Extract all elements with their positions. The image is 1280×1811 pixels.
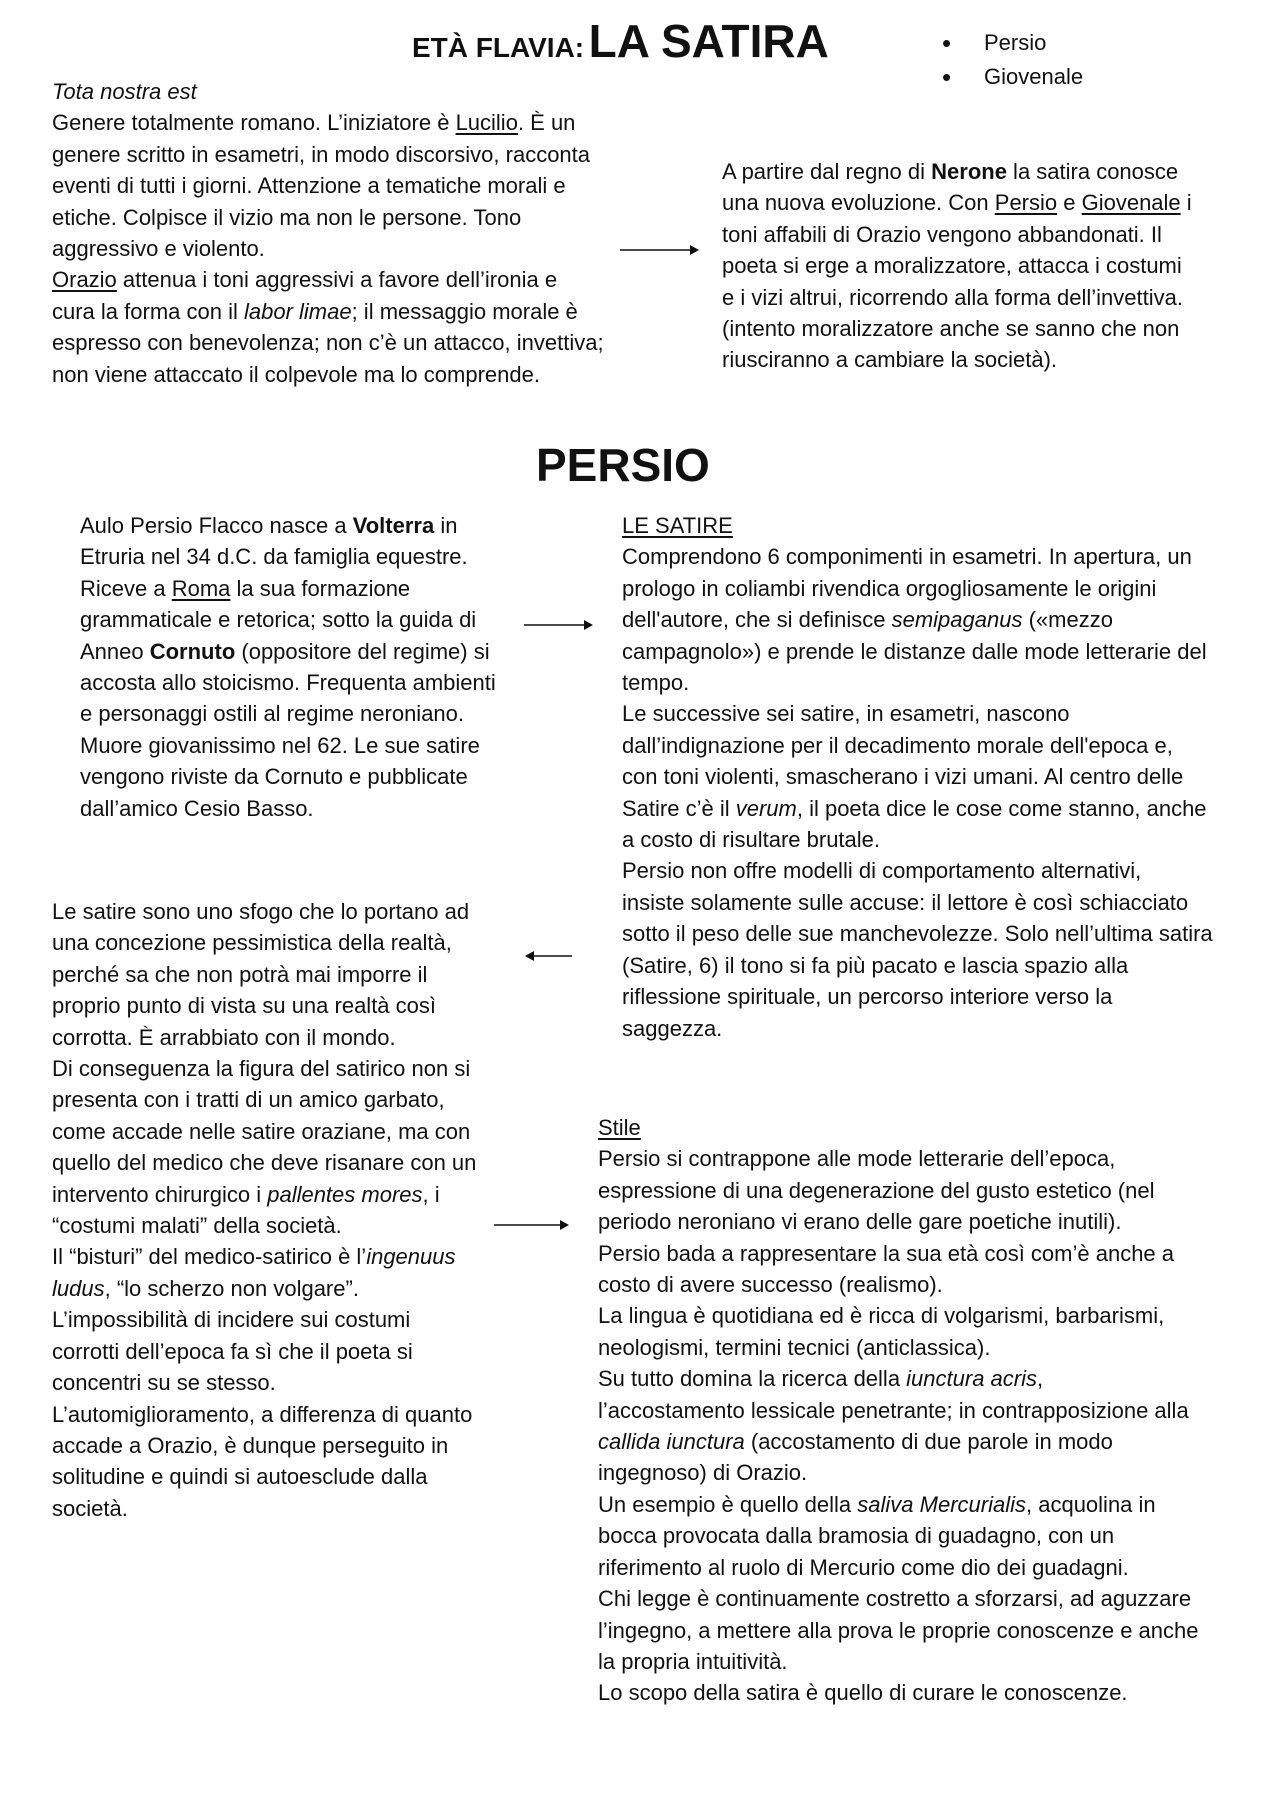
text-line: Orazio attenua i toni aggressivi a favore dell’ironia e (52, 267, 558, 293)
authors-bullet-list (942, 26, 1083, 94)
text-line: dall’amico Cesio Basso. (80, 795, 314, 821)
text-line: dell'autore, che si definisce semipaganus («mezzo (622, 607, 1113, 633)
text-line: Persio si contrappone alle mode letterarie dell’epoca, (598, 1146, 1116, 1172)
text-line: l’accostamento lessicale penetrante; in contrapposizione alla (598, 1397, 1189, 1423)
text-line: Riceve a Roma la sua formazione (80, 575, 411, 601)
text-line: L’automiglioramento, a differenza di quanto (52, 1401, 473, 1427)
text-line: riferimento al ruolo di Mercurio come dio dei guadagni. (598, 1554, 1129, 1580)
text-line: e i vizi altrui, ricorrendo alla forma dell’invettiva. (722, 284, 1183, 310)
text-line: La lingua è quotidiana ed è ricca di volgarismi, barbarismi, (598, 1303, 1165, 1329)
intro-paragraph (52, 76, 604, 390)
text-line: presenta con i tratti di un amico garbato, (52, 1087, 445, 1113)
text-line: concentri su se stesso. (52, 1370, 276, 1396)
text-line: Persio non offre modelli di comportamento alternativi, (622, 858, 1142, 884)
text-line: aggressivo e violento. (52, 236, 265, 262)
text-line: A partire dal regno di Nerone la satira conosce (722, 159, 1179, 184)
text-line: campagnolo») e prende le distanze dalle mode letterarie del (622, 638, 1207, 664)
text-line: (Satire, 6) il tono si fa più pacato e lascia spazio alla (622, 952, 1129, 978)
text-line: sotto il peso delle sue manchevolezze. Solo nell’ultima satira (622, 921, 1213, 947)
text-line: Su tutto domina la ricerca della iunctura acris, (598, 1366, 1044, 1392)
text-line: a costo di risultare brutale. (622, 827, 881, 853)
text-line: perché sa che non potrà mai imporre il (52, 961, 428, 987)
text-line: insiste solamente sulle accuse: il lettore è così schiacciato (622, 889, 1189, 915)
text-line: una concezione pessimistica della realtà, (52, 930, 452, 956)
text-line: Aulo Persio Flacco nasce a Volterra in (80, 513, 458, 538)
text-line: eventi di tutti i giorni. Attenzione a tematiche morali e (52, 173, 566, 199)
text-line: Etruria nel 34 d.C. da famiglia equestre. (80, 544, 468, 570)
text-line: “costumi malati” della società. (52, 1213, 342, 1239)
section-subheading-le-satire: LE SATIRE (622, 513, 733, 538)
text-line: solitudine e quindi si autoesclude dalla (52, 1464, 428, 1490)
text-line: Le successive sei satire, in esametri, nascono (622, 701, 1070, 727)
text-line: accade a Orazio, è dunque perseguito in (52, 1432, 449, 1458)
text-line: vengono riviste da Cornuto e pubblicate (80, 764, 468, 790)
text-line: saggezza. (622, 1015, 723, 1041)
text-line: Muore giovanissimo nel 62. Le sue satire (80, 732, 480, 758)
text-line: ingegnoso) di Orazio. (598, 1460, 808, 1486)
text-line: poeta si erge a moralizzatore, attacca i costumi (722, 253, 1182, 279)
sfogo-paragraph (52, 896, 476, 1524)
le-satire-paragraph (622, 510, 1213, 1044)
text-line: Anneo Cornuto (oppositore del regime) si (80, 638, 490, 664)
intro-subtitle: Tota nostra est (52, 79, 197, 104)
text-line: grammaticale e retorica; sotto la guida di (80, 607, 477, 633)
text-line: Satire c’è il verum, il poeta dice le cose come stanno, anche (622, 795, 1207, 821)
text-line: quello del medico che deve risanare con un (52, 1150, 477, 1176)
text-line: l’ingegno, a mettere alla prova le proprie conoscenze e anche (598, 1617, 1199, 1643)
text-line: callida iunctura (accostamento di due parole in modo (598, 1429, 1113, 1455)
text-line: periodo neroniano vi erano delle gare poetiche inutili). (598, 1209, 1122, 1235)
text-line: corrotti dell’epoca fa sì che il poeta si (52, 1338, 413, 1364)
text-line: Genere totalmente romano. L’iniziatore è Lucilio. È un (52, 110, 576, 136)
text-line: espresso con benevolenza; non c’è un attacco, invettiva; (52, 330, 604, 356)
arrow-right-icon (494, 1215, 570, 1235)
text-line: con toni violenti, smascherano i vizi umani. Al centro delle (622, 764, 1184, 790)
text-line: Le satire sono uno sfogo che lo portano ad (52, 899, 470, 924)
arrow-right-icon (620, 240, 700, 260)
text-line: intervento chirurgico i pallentes mores, i (52, 1181, 440, 1207)
text-line: costo di avere successo (realismo). (598, 1272, 943, 1298)
biography-paragraph (80, 510, 496, 824)
text-line: una nuova evoluzione. Con Persio e Giovenale i (722, 190, 1192, 216)
text-line: bocca provocata dalla bramosia di guadagno, con un (598, 1523, 1115, 1549)
text-line: Chi legge è continuamente costretto a sforzarsi, ad aguzzare (598, 1586, 1192, 1612)
text-line: Comprendono 6 componimenti in esametri. In apertura, un (622, 544, 1192, 570)
text-line: espressione di una degenerazione del gusto estetico (nel (598, 1177, 1155, 1203)
arrow-right-icon (524, 615, 594, 635)
text-line: (intento moralizzatore anche se sanno che non (722, 316, 1180, 342)
text-line: ludus, “lo scherzo non volgare”. (52, 1275, 359, 1301)
text-line: L’impossibilità di incidere sui costumi (52, 1307, 411, 1333)
title-main: LA SATIRA (588, 15, 829, 67)
text-line: riusciranno a cambiare la società). (722, 347, 1058, 373)
text-line: la propria intuitività. (598, 1648, 788, 1674)
text-line: non viene attaccato il colpevole ma lo comprende. (52, 361, 540, 387)
title-prefix: ETÀ FLAVIA: (412, 32, 585, 63)
stile-paragraph (598, 1112, 1199, 1709)
text-line: neologismi, termini tecnici (anticlassica). (598, 1334, 991, 1360)
page-title (412, 14, 829, 68)
text-line: dall’indignazione per il decadimento morale dell'epoca e, (622, 732, 1173, 758)
text-line: Lo scopo della satira è quello di curare le conoscenze. (598, 1680, 1128, 1706)
text-line: come accade nelle satire oraziane, ma con (52, 1118, 471, 1144)
text-line: Persio bada a rappresentare la sua età così com’è anche a (598, 1240, 1175, 1266)
bullet-item: • Giovenale (942, 60, 1083, 94)
text-line: Di conseguenza la figura del satirico non si (52, 1056, 471, 1082)
section-heading-persio: PERSIO (536, 439, 710, 491)
text-line: accosta allo stoicismo. Frequenta ambienti (80, 670, 496, 696)
text-line: cura la forma con il labor limae; il messaggio morale è (52, 298, 578, 324)
text-line: riflessione spirituale, un percorso interiore verso la (622, 984, 1113, 1010)
text-line: tempo. (622, 670, 690, 696)
arrow-left-icon (524, 946, 574, 966)
text-line: Il “bisturi” del medico-satirico è l’ingenuus (52, 1244, 456, 1270)
text-line: società. (52, 1495, 128, 1521)
text-line: genere scritto in esametri, in modo discorsivo, racconta (52, 141, 591, 167)
text-line: proprio punto di vista su una realtà così (52, 993, 437, 1019)
bullet-item: • Persio (942, 26, 1083, 60)
text-line: Un esempio è quello della saliva Mercurialis, acquolina in (598, 1491, 1156, 1517)
section-subheading-stile: Stile (598, 1115, 641, 1140)
nerone-paragraph (722, 156, 1192, 376)
text-line: corrotta. È arrabbiato con il mondo. (52, 1024, 396, 1050)
text-line: prologo in coliambi rivendica orgogliosamente le origini (622, 575, 1157, 601)
text-line: etiche. Colpisce il vizio ma non le persone. Tono (52, 204, 522, 230)
text-line: e personaggi ostili al regime neroniano. (80, 701, 465, 727)
text-line: toni affabili di Orazio vengono abbandonati. Il (722, 221, 1162, 247)
